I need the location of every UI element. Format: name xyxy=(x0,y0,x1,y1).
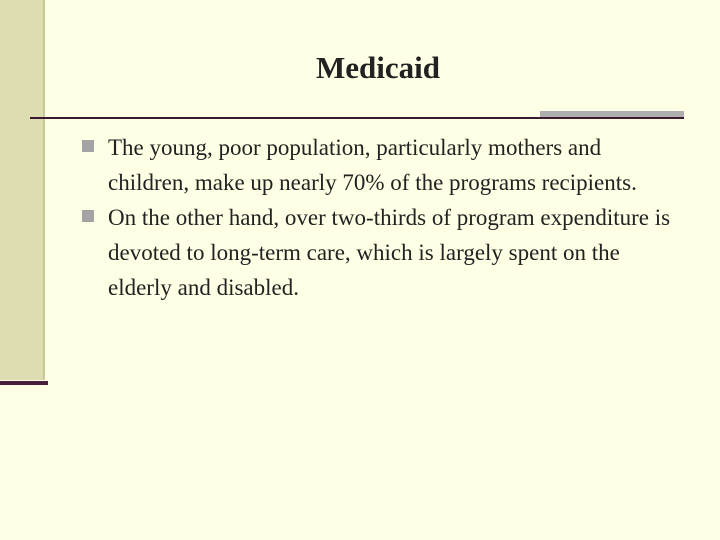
square-bullet-icon xyxy=(82,210,94,222)
left-decorative-band xyxy=(0,0,45,380)
bullet-item xyxy=(82,130,682,200)
bullet-list xyxy=(82,130,682,305)
left-band-bottom-rule xyxy=(0,381,48,385)
square-bullet-icon xyxy=(82,140,94,152)
bullet-text: The young, poor population, particularly mothers and children, make up nearly 70% of the programs recipients. xyxy=(108,135,637,195)
bullet-text: On the other hand, over two-thirds of program expenditure is devoted to long-term care, which is largely spent on the elderly and disabled. xyxy=(108,205,671,300)
bullet-item xyxy=(82,200,682,305)
slide-title: Medicaid xyxy=(316,50,440,85)
title-underline-rule xyxy=(30,117,684,119)
